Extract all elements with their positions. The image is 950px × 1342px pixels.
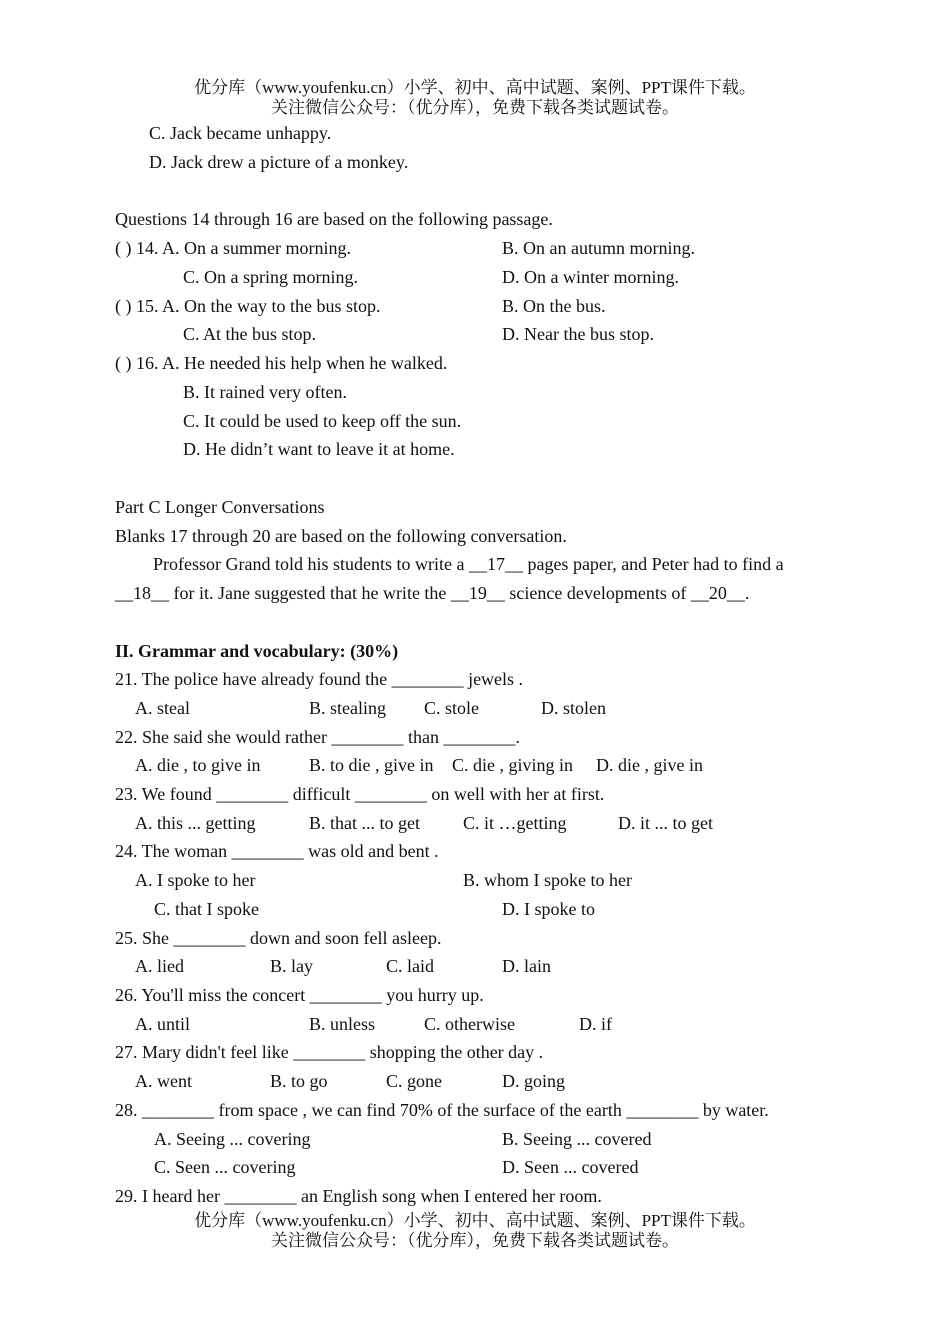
partc-paragraph-line-2: __18__ for it. Jane suggested that he write the __19__ science developments of __20__. [115,583,750,603]
q27-stem: 27. Mary didn't feel like ________ shopping the other day . [115,1042,544,1062]
passage-intro: Questions 14 through 16 are based on the following passage. [115,209,553,229]
q21-stem: 21. The police have already found the ________ jewels . [115,669,524,689]
q28-option-d: D. Seen ... covered [502,1157,639,1177]
q23-option-a: A. this ... getting [135,813,256,833]
q14-option-d: D. On a winter morning. [502,267,679,287]
q26-option-d: D. if [579,1014,612,1034]
q24-option-a: A. I spoke to her [135,870,256,890]
q14-option-a: ( ) 14. A. On a summer morning. [115,238,351,258]
q28-option-a: A. Seeing ... covering [154,1129,311,1149]
footer-line-2: 关注微信公众号：（优分库），免费下载各类试题试卷。 [271,1231,679,1250]
q25-option-b: B. lay [270,956,313,976]
q13-option-d: D. Jack drew a picture of a monkey. [149,152,409,172]
q24-stem: 24. The woman ________ was old and bent . [115,841,439,861]
q26-option-a: A. until [135,1014,191,1034]
q21-option-a: A. steal [135,698,190,718]
q15-option-c: C. At the bus stop. [183,324,317,344]
q24-option-d: D. I spoke to [502,899,595,919]
q22-option-b: B. to die , give in [309,755,434,775]
q21-option-c: C. stole [424,698,480,718]
q26-option-c: C. otherwise [424,1014,515,1034]
section2-title: II. Grammar and vocabulary: (30%) [115,641,399,661]
q13-option-c: C. Jack became unhappy. [149,123,332,143]
q22-option-d: D. die , give in [596,755,703,775]
q15-option-b: B. On the bus. [502,296,606,316]
q22-option-a: A. die , to give in [135,755,261,775]
q23-stem: 23. We found ________ difficult ________ on well with her at first. [115,784,605,804]
partc-title: Part C Longer Conversations [115,497,325,517]
header-line-2: 关注微信公众号：（优分库），免费下载各类试题试卷。 [271,98,679,117]
q23-option-c: C. it …getting [463,813,567,833]
q15-option-a: ( ) 15. A. On the way to the bus stop. [115,296,381,316]
q26-option-b: B. unless [309,1014,376,1034]
q27-option-d: D. going [502,1071,565,1091]
q26-stem: 26. You'll miss the concert ________ you hurry up. [115,985,484,1005]
partc-intro: Blanks 17 through 20 are based on the following conversation. [115,526,567,546]
q24-option-b: B. whom I spoke to her [463,870,632,890]
q27-option-c: C. gone [386,1071,442,1091]
q27-option-a: A. went [135,1071,192,1091]
partc-paragraph-line-1: Professor Grand told his students to write a __17__ pages paper, and Peter had to find a [153,554,784,574]
q22-stem: 22. She said she would rather ________ than ________. [115,727,520,747]
q23-option-d: D. it ... to get [618,813,713,833]
q27-option-b: B. to go [270,1071,328,1091]
q23-option-b: B. that ... to get [309,813,420,833]
q25-option-c: C. laid [386,956,434,976]
q28-option-b: B. Seeing ... covered [502,1129,652,1149]
q24-option-c: C. that I spoke [154,899,259,919]
q28-stem: 28. ________ from space , we can find 70% of the surface of the earth ________ by water. [115,1100,769,1120]
q21-option-b: B. stealing [309,698,386,718]
q25-stem: 25. She ________ down and soon fell asleep. [115,928,442,948]
header-line-1: 优分库（www.youfenku.cn）小学、初中、高中试题、案例、PPT课件下载。 [194,78,756,97]
q25-option-d: D. lain [502,956,551,976]
q16-option-d: D. He didn’t want to leave it at home. [183,439,455,459]
footer-line-1: 优分库（www.youfenku.cn）小学、初中、高中试题、案例、PPT课件下载。 [194,1211,756,1230]
q22-option-c: C. die , giving in [452,755,573,775]
q16-option-b: B. It rained very often. [183,382,347,402]
q29-stem: 29. I heard her ________ an English song when I entered her room. [115,1186,602,1206]
q28-option-c: C. Seen ... covering [154,1157,296,1177]
q16-option-c: C. It could be used to keep off the sun. [183,411,462,431]
q14-option-c: C. On a spring morning. [183,267,358,287]
q14-option-b: B. On an autumn morning. [502,238,695,258]
q16-option-a: ( ) 16. A. He needed his help when he walked. [115,353,448,373]
q21-option-d: D. stolen [541,698,606,718]
q25-option-a: A. lied [135,956,184,976]
q15-option-d: D. Near the bus stop. [502,324,654,344]
